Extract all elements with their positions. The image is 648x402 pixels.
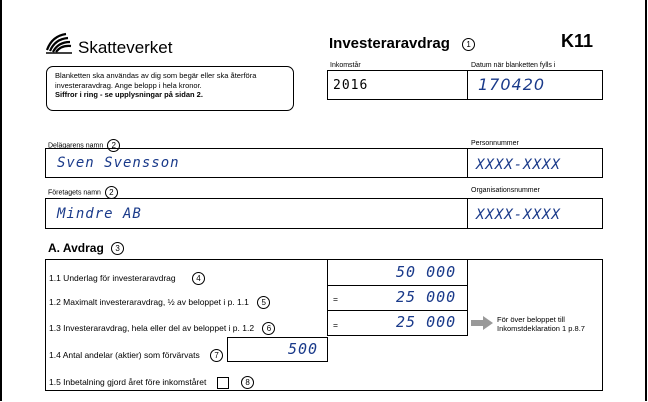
owner-name-field[interactable]: Sven Svensson — [57, 155, 180, 171]
personal-number-field[interactable]: XXXX-XXXX — [476, 157, 561, 173]
info-ref-circle: 1 — [462, 38, 475, 51]
owner-row-divider — [467, 148, 468, 178]
income-year-field[interactable]: 2016 — [333, 78, 369, 93]
section-a-title — [48, 241, 124, 255]
row-1-1-label-text: 1.1 Underlag för investeraravdrag — [49, 272, 176, 283]
row-1-3-label — [49, 322, 275, 335]
row-1-5-label — [49, 376, 254, 389]
skatteverket-logo — [44, 30, 74, 56]
income-year-label: Inkomstår — [330, 62, 361, 69]
row-1-3-label-text: 1.3 Investeraravdrag, hela eller del av beloppet i p. 1.2 — [49, 322, 255, 333]
company-name-label-text: Företagets namn — [48, 189, 101, 197]
row-1-1-ref: 4 — [192, 272, 205, 285]
row-1-2-equals: = — [333, 294, 338, 304]
arrow-note — [497, 315, 585, 333]
arrow-note-line-1: För över beloppet till — [497, 315, 565, 324]
row-1-3-amount[interactable]: 25 000 — [396, 313, 457, 331]
info-box — [46, 66, 294, 111]
personal-number-label: Personnummer — [471, 140, 519, 147]
org-number-field[interactable]: XXXX-XXXX — [476, 207, 561, 223]
header-fields-divider — [467, 70, 468, 100]
row-1-5-label-text: 1.5 Inbetalning gjord året före inkomståret — [49, 376, 207, 387]
row-1-1-label — [49, 272, 205, 285]
info-bold-text: Siffror i ring - se upplysningar på sidan 2. — [55, 90, 203, 99]
owner-name-label-text: Delägarens namn — [48, 142, 104, 150]
arrow-right-icon — [471, 316, 493, 330]
company-name-ref: 2 — [105, 186, 118, 199]
crown-logo-icon — [44, 30, 74, 56]
row-1-4-label — [49, 349, 223, 362]
form-title — [329, 35, 475, 52]
section-a-ref: 3 — [111, 242, 124, 255]
owner-name-ref: 2 — [107, 139, 120, 152]
row-1-2-label — [49, 296, 270, 309]
row-1-2-label-text: 1.2 Maximalt investeraravdrag, ½ av beloppet i p. 1.1 — [49, 296, 249, 307]
arrow-note-line-2: Inkomstdeklaration 1 p.8.7 — [497, 324, 585, 333]
row-1-4-amount[interactable]: 500 — [288, 340, 319, 358]
amount-divider-2 — [327, 310, 468, 311]
amount-divider-1 — [327, 285, 468, 286]
info-text: Blanketten ska användas av dig som begär eller ska återföra investeraravdrag. Ange belopp i hela kronor. — [55, 71, 257, 90]
row-1-2-ref: 5 — [257, 296, 270, 309]
row-1-4-label-text: 1.4 Antal andelar (aktier) som förvärvats — [49, 349, 200, 360]
row-1-5-checkbox[interactable] — [217, 377, 229, 389]
section-a-title-text: A. Avdrag — [48, 241, 104, 255]
row-1-1-amount[interactable]: 50 000 — [396, 263, 457, 281]
date-field[interactable]: 170420 — [478, 75, 546, 94]
form-code: K11 — [561, 31, 594, 51]
row-1-3-ref: 6 — [262, 322, 275, 335]
org-number-label: Organisationsnummer — [471, 187, 540, 194]
header-fields-box — [327, 70, 603, 100]
date-label: Datum när blanketten fylls i — [471, 62, 556, 69]
company-row-divider — [467, 198, 468, 229]
row-1-5-ref: 8 — [241, 376, 254, 389]
row-1-2-amount[interactable]: 25 000 — [396, 288, 457, 306]
form-title-text: Investeraravdrag — [329, 35, 450, 52]
row-1-4-ref: 7 — [210, 349, 223, 362]
company-name-field[interactable]: Mindre AB — [57, 206, 142, 222]
row-1-3-equals: = — [333, 320, 338, 330]
brand-name: Skatteverket — [78, 38, 173, 57]
